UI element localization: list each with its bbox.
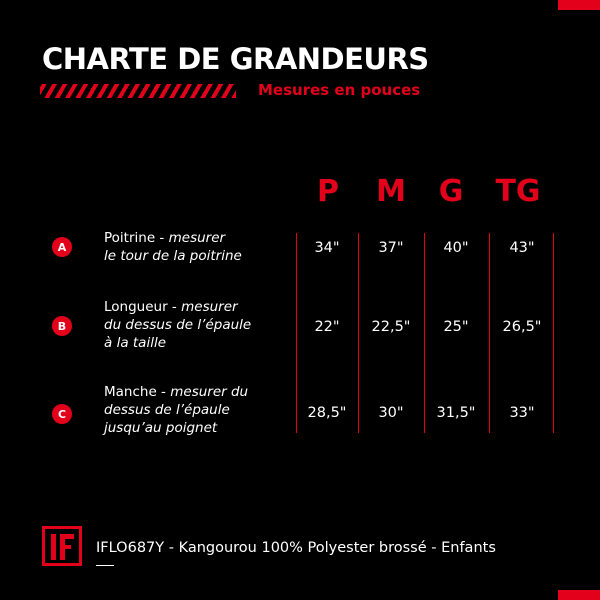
size-header-m: M	[376, 174, 406, 209]
measurement-separator: -	[167, 299, 182, 315]
units-subtitle: Mesures en pouces	[258, 81, 421, 99]
row-badge-c: C	[52, 404, 72, 424]
size-header-tg: TG	[495, 174, 541, 209]
corner-accent-bottom	[558, 590, 600, 600]
size-value-a-tg: 43"	[509, 240, 535, 256]
measurement-instruction: jusqu’au poignet	[104, 420, 218, 436]
measurement-label-chest	[104, 229, 284, 265]
measurement-instruction: à la taille	[104, 335, 167, 351]
size-value-c-m: 30"	[378, 405, 404, 421]
size-header-g: G	[438, 174, 464, 209]
measurement-label-length	[104, 298, 284, 352]
row-badge-b: B	[52, 316, 72, 336]
size-header-p: P	[317, 174, 339, 209]
measurement-instruction: le tour de la poitrine	[104, 248, 242, 264]
size-value-b-g: 25"	[443, 319, 469, 335]
measurement-instruction: mesurer	[168, 230, 226, 246]
measurement-separator: -	[156, 384, 171, 400]
size-value-a-g: 40"	[443, 240, 469, 256]
measurement-name: Poitrine	[104, 230, 156, 246]
measurement-instruction: dessus de l’épaule	[104, 402, 230, 418]
size-value-c-g: 31,5"	[436, 405, 476, 421]
footer-underline	[96, 565, 114, 566]
size-value-b-p: 22"	[314, 319, 340, 335]
measurement-name: Longueur	[104, 299, 168, 315]
measurement-instruction: mesurer	[181, 299, 238, 315]
size-value-a-m: 37"	[378, 240, 404, 256]
size-value-b-m: 22,5"	[371, 319, 411, 335]
measurement-label-sleeve	[104, 383, 284, 437]
measurement-instruction: du dessus de l’épaule	[104, 317, 252, 333]
measurement-name: Manche	[104, 384, 157, 400]
size-value-c-p: 28,5"	[307, 405, 347, 421]
size-value-b-tg: 26,5"	[502, 319, 542, 335]
page-title: CHARTE DE GRANDEURS	[42, 42, 429, 76]
title-stripes-decoration	[40, 84, 236, 98]
corner-accent-top	[558, 0, 600, 10]
if-logo-icon	[42, 526, 82, 566]
measurement-instruction: mesurer du	[170, 384, 249, 400]
size-value-c-tg: 33"	[509, 405, 535, 421]
size-value-a-p: 34"	[314, 240, 340, 256]
measurement-separator: -	[155, 230, 169, 246]
row-badge-a: A	[52, 237, 72, 257]
product-description: IFLO687Y - Kangourou 100% Polyester brossé - Enfants	[96, 540, 496, 556]
